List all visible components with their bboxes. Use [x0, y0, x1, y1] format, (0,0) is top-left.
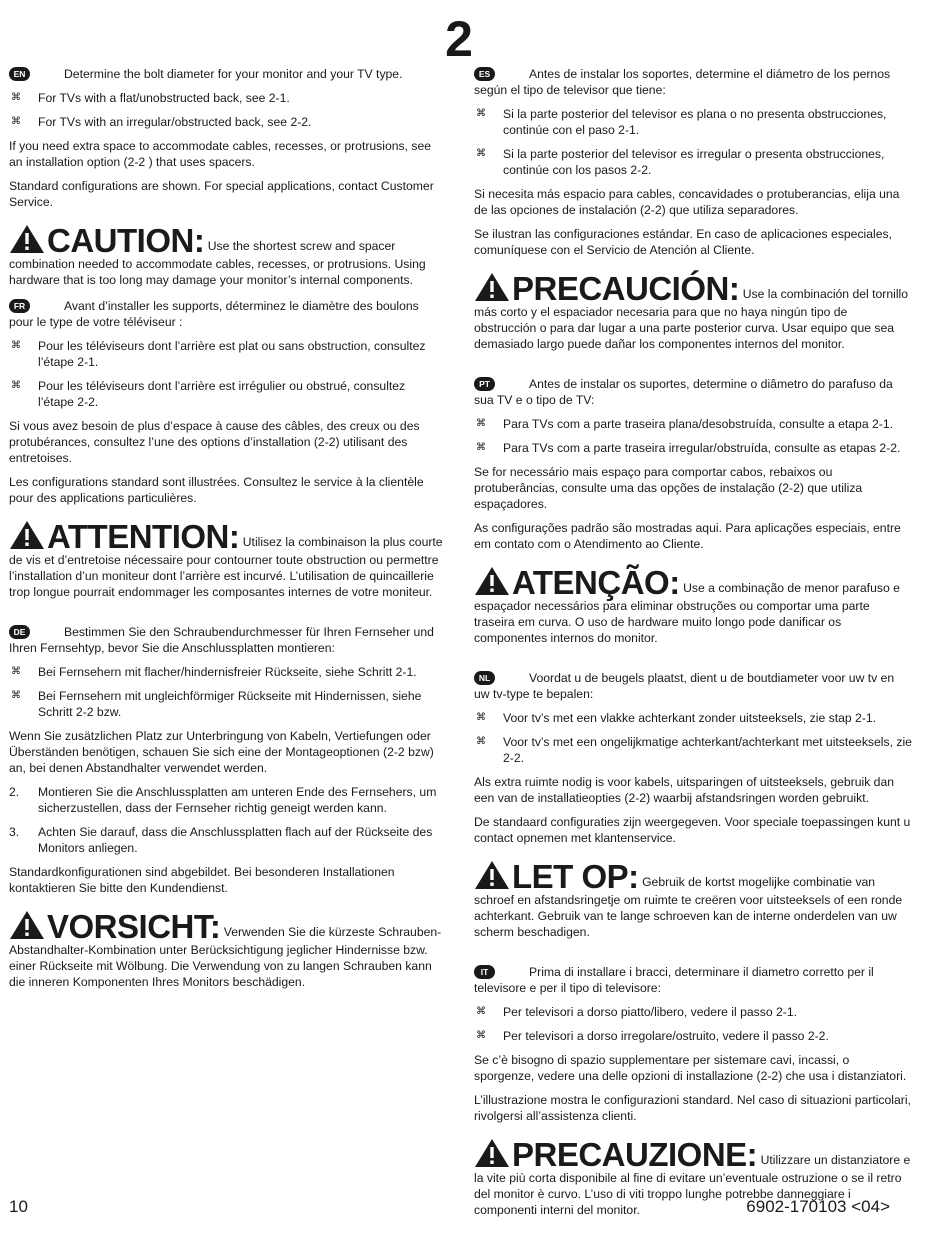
- list-item: [9, 90, 443, 106]
- section-pt: [474, 376, 912, 646]
- pt-paragraph-spacers: Se for necessário mais espaço para comportar cabos, rebaixos ou protuberâncias, consulte uma das opções de instalação (2-2) que utiliza espaçadores.: [474, 465, 863, 511]
- list-item-text: Pour les téléviseurs dont l’arrière est irrégulier ou obstrué, consultez l’étape 2-2.: [38, 379, 406, 409]
- fr-paragraph-spacers: Si vous avez besoin de plus d’espace à cause des câbles, des creux ou des protubérances, consultez l’une des options d’installation (2-2) utilisant des entretoises.: [9, 419, 420, 465]
- fr-intro-text: Avant d’installer les supports, déterminez le diamètre des boulons pour le type de votre téléviseur :: [9, 299, 419, 329]
- warning-title: PRECAUCIÓN:: [512, 270, 740, 307]
- es-paragraph-standard: Se ilustran las configuraciones estándar. En caso de aplicaciones especiales, comuníquese con el Servicio de Atención al Cliente.: [474, 227, 893, 257]
- nl-bullet-list: [474, 710, 912, 766]
- bullet-icon: ⌘: [476, 108, 486, 119]
- list-item-text: Bei Fernsehern mit ungleichförmiger Rückseite mit Hindernissen, siehe Schritt 2-2 bzw.: [38, 689, 422, 719]
- language-badge-nl: NL: [474, 671, 495, 685]
- warning-title: ATTENTION:: [47, 518, 240, 555]
- warning-text: Use a combinação de menor parafuso e espaçador necessários para eliminar obstruções ou comportar uma parte traseira em curva. O uso de hardware muito longo pode danificar os componentes internos do monitor.: [474, 581, 900, 645]
- section-es: [474, 66, 912, 352]
- pt-intro-text: Antes de instalar os suportes, determine o diâmetro do parafuso da sua TV e o tipo de TV:: [474, 377, 893, 407]
- list-item-text: Per televisori a dorso irregolare/ostruito, vedere il passo 2-2.: [503, 1029, 829, 1043]
- it-paragraph-standard: L’illustrazione mostra le configurazioni standard. Nel caso di situazioni particolari, rivolgersi all’assistenza clienti.: [474, 1093, 911, 1123]
- page-number: 10: [9, 1197, 28, 1216]
- warning-title: LET OP:: [512, 858, 639, 895]
- list-item: [9, 338, 443, 370]
- list-item-text: Para TVs com a parte traseira plana/desobstruída, consulte a etapa 2-1.: [503, 417, 893, 431]
- warning-text: Verwenden Sie die kürzeste Schrauben-Abstandhalter-Kombination unter Berücksichtigung jeglicher Hindernisse bzw. einer Rückseite mit Wölbung. Die Verwendung von zu langen Schrauben kann die inneren Komponenten Ihres Monitors beschädigen.: [9, 925, 442, 989]
- warning-title: PRECAUZIONE:: [512, 1136, 758, 1173]
- section-de: [9, 624, 443, 990]
- list-number: 2.: [9, 785, 20, 799]
- warning-icon: [474, 860, 510, 890]
- list-item: [474, 1028, 912, 1044]
- fr-paragraph-standard: Les configurations standard sont illustrées. Consultez le service à la clientèle pour des applications particulières.: [9, 475, 424, 505]
- nl-paragraph-standard: De standaard configuraties zijn weergegeven. Voor speciale toepassingen kunt u contact opnemen met klantenservice.: [474, 815, 911, 845]
- warning-title: CAUTION:: [47, 222, 205, 259]
- list-item: [474, 710, 912, 726]
- warning-text: Utilizzare un distanziatore e la vite più corta disponibile al fine di evitare un’eventuale ostruzione o se il retro del monitor è curvo. L’uso di viti troppo lunghe potrebbe danneggiare i componenti interni del monitor.: [474, 1153, 911, 1217]
- fr-bullet-list: [9, 338, 443, 410]
- pt-paragraph-standard: As configurações padrão são mostradas aqui. Para aplicações especiais, entre em contato com o Atendimento ao Cliente.: [474, 521, 901, 551]
- warning-text: Utilisez la combinaison la plus courte de vis et d’entretoise nécessaire pour contourner toute obstruction ou permettre l’installation d’un moniteur dont l’arrière est incurvé. L’utilisation de quincaillerie trop longue pourrait endommager les composantes internes de votre moniteur.: [9, 535, 443, 599]
- list-item-text: For TVs with a flat/unobstructed back, see 2-1.: [38, 91, 290, 105]
- de-paragraph-spacers: Wenn Sie zusätzlichen Platz zur Unterbringung von Kabeln, Vertiefungen oder Überständen benötigen, schauen Sie sich eine der Montageoptionen (2-2 bzw) an, bei denen Abstandhalter verwendet werden.: [9, 729, 434, 775]
- list-item: [474, 440, 912, 456]
- section-nl: [474, 670, 912, 940]
- nl-intro-text: Voordat u de beugels plaatst, dient u de boutdiameter voor uw tv en uw tv-type te bepalen:: [474, 671, 895, 701]
- bullet-icon: ⌘: [476, 712, 486, 723]
- section-fr: [9, 298, 443, 600]
- warning-icon: [474, 272, 510, 302]
- list-item: [9, 378, 443, 410]
- bullet-icon: ⌘: [476, 418, 486, 429]
- list-item-text: Para TVs com a parte traseira irregular/obstruída, consulte as etapas 2-2.: [503, 441, 901, 455]
- bullet-icon: ⌘: [11, 666, 21, 677]
- list-item: [474, 146, 912, 178]
- list-item-text: Si la parte posterior del televisor es irregular o presenta obstrucciones, continúe con los pasos 2-2.: [503, 147, 885, 177]
- list-item: [474, 734, 912, 766]
- list-item: [9, 784, 443, 816]
- warning-icon: [474, 566, 510, 596]
- warning-text: Gebruik de kortst mogelijke combinatie van schroef en afstandsringetje om ruimte te creëren voor uitsteeksels of een ronde achterkant. Gebruik van te lange schroeven kan de interne onderdelen van uw scherm beschadigen.: [474, 875, 903, 939]
- warning-icon: [9, 224, 45, 254]
- list-item-text: For TVs with an irregular/obstructed back, see 2-2.: [38, 115, 312, 129]
- list-item: [9, 824, 443, 856]
- en-paragraph-spacers: If you need extra space to accommodate cables, recesses, or protrusions, see an installation option (2-2 ) that uses spacers.: [9, 139, 432, 169]
- language-badge-it: IT: [474, 965, 495, 979]
- warning-icon: [9, 520, 45, 550]
- list-item-text: Per televisori a dorso piatto/libero, vedere il passo 2-1.: [503, 1005, 798, 1019]
- section-it: [474, 964, 912, 1218]
- section-en: [9, 66, 443, 288]
- language-badge-fr: FR: [9, 299, 30, 313]
- es-warning: [474, 272, 912, 352]
- step-number: 2: [445, 11, 473, 67]
- bullet-icon: ⌘: [476, 148, 486, 159]
- it-paragraph-spacers: Se c’è bisogno di spazio supplementare per sistemare cavi, incassi, o sporgenze, vedere una delle opzioni di installazione (2-2) che usa i distanziatori.: [474, 1053, 907, 1083]
- de-warning: [9, 910, 443, 990]
- en-intro-text: Determine the bolt diameter for your monitor and your TV type.: [64, 67, 403, 81]
- nl-paragraph-spacers: Als extra ruimte nodig is voor kabels, uitsparingen of uitsteeksels, gebruik dan een van de installatieopties (2-2) waarbij afstandsringen worden gebruikt.: [474, 775, 895, 805]
- it-intro-text: Prima di installare i bracci, determinare il diametro corretto per il televisore e per il tipo di televisore:: [474, 965, 874, 995]
- es-bullet-list: [474, 106, 912, 178]
- list-item-text: Achten Sie darauf, dass die Anschlussplatten flach auf der Rückseite des Monitors anliegen.: [38, 825, 433, 855]
- list-number: 3.: [9, 825, 20, 839]
- language-badge-es: ES: [474, 67, 495, 81]
- list-item-text: Voor tv’s met een vlakke achterkant zonder uitsteeksels, zie stap 2-1.: [503, 711, 877, 725]
- list-item-text: Si la parte posterior del televisor es plana o no presenta obstrucciones, continúe con el paso 2-1.: [503, 107, 887, 137]
- en-paragraph-standard: Standard configurations are shown. For special applications, contact Customer Service.: [9, 179, 434, 209]
- list-item-text: Bei Fernsehern mit flacher/hindernisfreier Rückseite, siehe Schritt 2-1.: [38, 665, 417, 679]
- de-intro: [9, 624, 443, 656]
- list-item-text: Voor tv’s met een ongelijkmatige achterkant/achterkant met uitsteeksels, zie 2-2.: [503, 735, 912, 765]
- pt-warning: [474, 566, 912, 646]
- en-intro: [9, 66, 443, 82]
- es-intro-text: Antes de instalar los soportes, determine el diámetro de los pernos según el tipo de televisor que tiene:: [474, 67, 891, 97]
- warning-text: Use la combinación del tornillo más corto y el espaciador necesaria para que no haya ningún tipo de obstrucción o para dar lugar a una parte posterior curva. Usar equipo que sea demasiado largo puede dañar los componentes internos del monitor.: [474, 287, 909, 351]
- bullet-icon: ⌘: [11, 380, 21, 391]
- list-item: [474, 1004, 912, 1020]
- fr-intro: [9, 298, 443, 330]
- de-bullet-list: [9, 664, 443, 720]
- pt-bullet-list: [474, 416, 912, 456]
- bullet-icon: ⌘: [11, 690, 21, 701]
- list-item: [9, 664, 443, 680]
- en-warning: [9, 224, 443, 288]
- warning-icon: [474, 1138, 510, 1168]
- bullet-icon: ⌘: [476, 1006, 486, 1017]
- it-bullet-list: [474, 1004, 912, 1044]
- list-item-text: Pour les téléviseurs dont l’arrière est plat ou sans obstruction, consultez l’étape 2-1.: [38, 339, 426, 369]
- it-intro: [474, 964, 912, 996]
- bullet-icon: ⌘: [11, 92, 21, 103]
- bullet-icon: ⌘: [11, 116, 21, 127]
- language-badge-de: DE: [9, 625, 30, 639]
- language-badge-pt: PT: [474, 377, 495, 391]
- warning-title: ATENÇÃO:: [512, 564, 680, 601]
- list-item-text: Montieren Sie die Anschlussplatten am unteren Ende des Fernsehers, um sicherzustellen, dass der Fernseher richtig geneigt werden kann.: [38, 785, 437, 815]
- language-badge-en: EN: [9, 67, 30, 81]
- de-intro-text: Bestimmen Sie den Schraubendurchmesser für Ihren Fernseher und Ihren Fernsehtyp, bevor Sie die Anschlussplatten montieren:: [9, 625, 434, 655]
- left-column: [9, 66, 443, 1000]
- list-item: [474, 106, 912, 138]
- bullet-icon: ⌘: [476, 442, 486, 453]
- bullet-icon: ⌘: [476, 1030, 486, 1041]
- bullet-icon: ⌘: [11, 340, 21, 351]
- nl-intro: [474, 670, 912, 702]
- warning-text: Use the shortest screw and spacer combination needed to accommodate cables, recesses, or protrusions. Using hardware that is too long may damage your monitor’s internal components.: [9, 239, 426, 287]
- es-intro: [474, 66, 912, 98]
- nl-warning: [474, 860, 912, 940]
- es-paragraph-spacers: Si necesita más espacio para cables, concavidades o protuberancias, elija una de las opciones de instalación (2-2) que utiliza separadores.: [474, 187, 900, 217]
- de-paragraph-standard: Standardkonfigurationen sind abgebildet. Bei besonderen Installationen kontaktieren Sie bitte den Kundendienst.: [9, 865, 395, 895]
- right-column: [474, 66, 912, 1228]
- pt-intro: [474, 376, 912, 408]
- warning-icon: [9, 910, 45, 940]
- list-item: [474, 416, 912, 432]
- bullet-icon: ⌘: [476, 736, 486, 747]
- fr-warning: [9, 520, 443, 600]
- document-code: 6902-170103 <04>: [746, 1197, 890, 1216]
- list-item: [9, 114, 443, 130]
- warning-title: VORSICHT:: [47, 908, 221, 945]
- list-item: [9, 688, 443, 720]
- de-numbered-list: [9, 784, 443, 856]
- en-bullet-list: [9, 90, 443, 130]
